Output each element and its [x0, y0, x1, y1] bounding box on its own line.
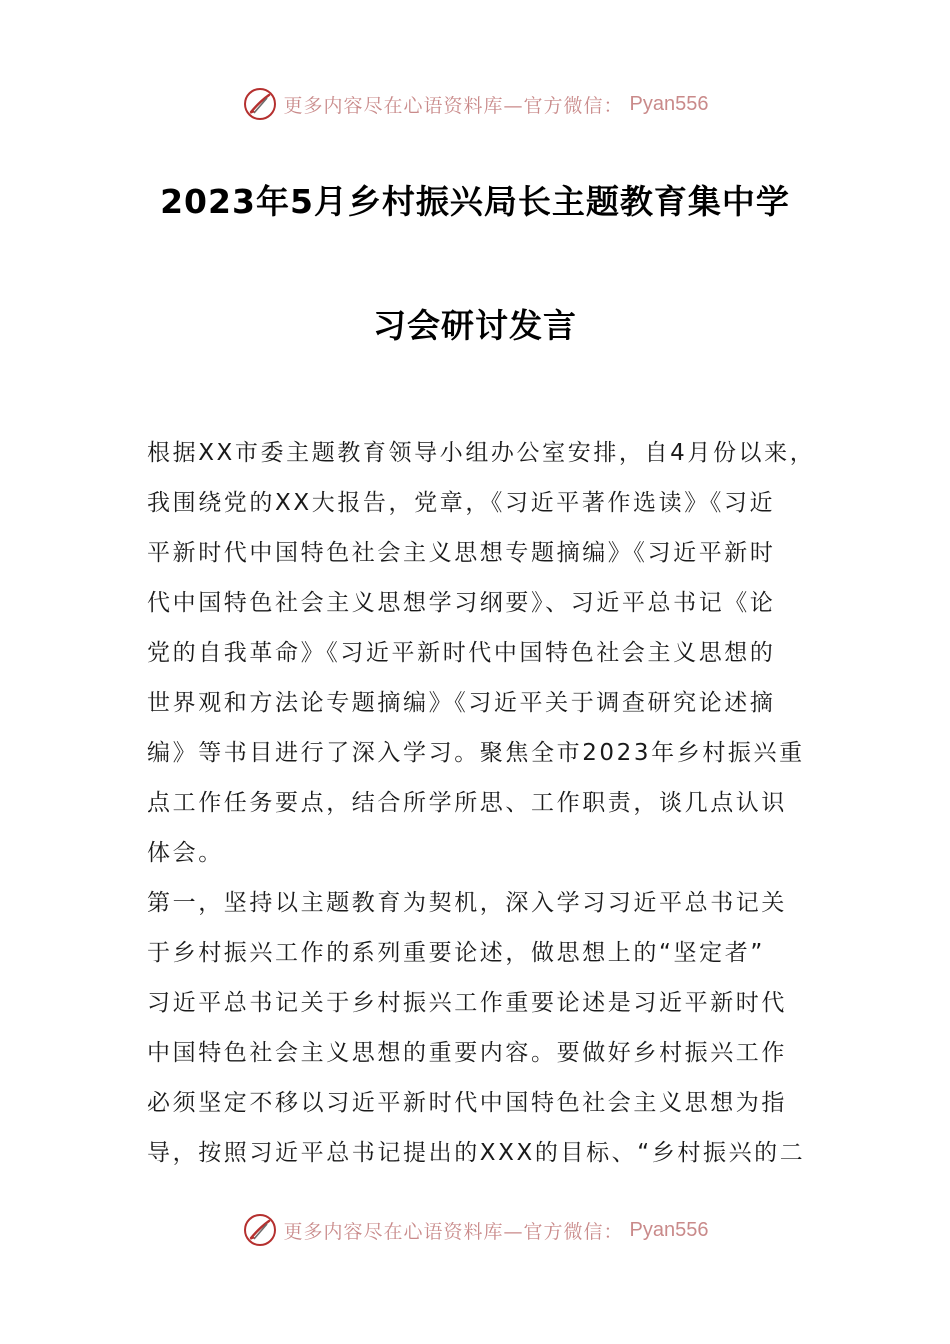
body-line: 必须坚定不移以习近平新时代中国特色社会主义思想为指	[147, 1090, 787, 1116]
body-line: 代中国特色社会主义思想学习纲要》、习近平总书记《论	[147, 590, 776, 616]
header-banner-text: 更多内容尽在心语资料库—官方微信：	[283, 94, 624, 117]
body-line: 中国特色社会主义思想的重要内容。要做好乡村振兴工作	[147, 1040, 787, 1066]
body-line: 于乡村振兴工作的系列重要论述，做思想上的“坚定者”	[147, 940, 765, 966]
body-line: 体会。	[147, 840, 224, 866]
body-line: 点工作任务要点，结合所学所思、工作职责，谈几点认识	[147, 790, 787, 816]
body-text	[147, 428, 827, 1178]
footer-wechat-id: Pyan556	[629, 1218, 709, 1241]
pen-logo-icon	[242, 86, 278, 122]
body-line: 根据XX市委主题教育领导小组办公室安排，自4月份以来，	[147, 440, 816, 466]
header-banner	[0, 84, 950, 124]
body-line: 世界观和方法论专题摘编》《习近平关于调查研究论述摘	[147, 690, 776, 716]
body-line: 党的自我革命》《习近平新时代中国特色社会主义思想的	[147, 640, 776, 666]
body-line: 平新时代中国特色社会主义思想专题摘编》《习近平新时	[147, 540, 776, 566]
footer-banner-text: 更多内容尽在心语资料库—官方微信：	[283, 1220, 624, 1243]
document-title-line-1: 2023年5月乡村振兴局长主题教育集中学	[160, 182, 790, 221]
body-line: 习近平总书记关于乡村振兴工作重要论述是习近平新时代	[147, 990, 787, 1016]
body-line: 我围绕党的XX大报告，党章，《习近平著作选读》《习近	[147, 490, 776, 516]
pen-logo-icon	[242, 1212, 278, 1248]
document-title-line-2: 习会研讨发言	[373, 306, 577, 345]
body-line: 导，按照习近平总书记提出的XXX的目标、“乡村振兴的二	[147, 1140, 806, 1166]
body-line: 第一，坚持以主题教育为契机，深入学习习近平总书记关	[147, 890, 787, 916]
footer-banner	[0, 1210, 950, 1250]
header-wechat-id: Pyan556	[629, 92, 709, 115]
body-line: 编》等书目进行了深入学习。聚焦全市2023年乡村振兴重	[147, 740, 805, 766]
